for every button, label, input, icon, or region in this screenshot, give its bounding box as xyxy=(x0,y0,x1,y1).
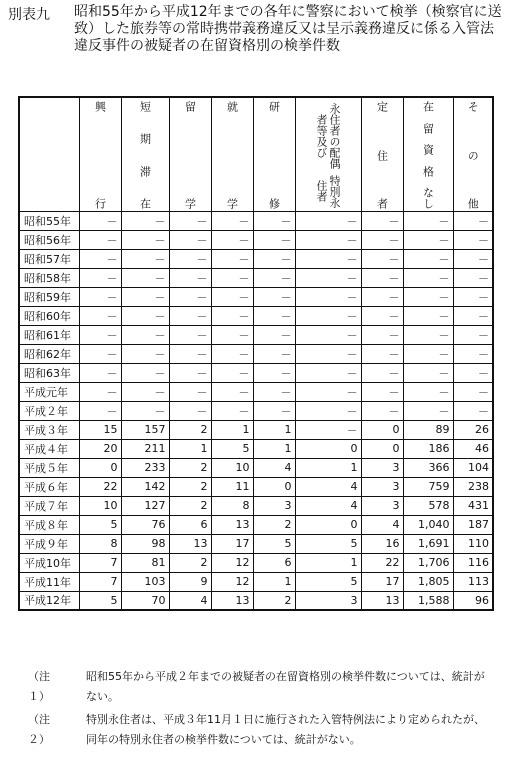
table-cell: 6 xyxy=(253,553,295,572)
table-cell: 13 xyxy=(361,591,403,610)
table-row xyxy=(19,287,493,306)
table-cell: － xyxy=(295,211,361,230)
table-row xyxy=(19,268,493,287)
table-cell: － xyxy=(121,363,169,382)
table-cell: － xyxy=(79,382,121,401)
table-cell: 5 xyxy=(295,534,361,553)
row-label: 昭和60年 xyxy=(19,306,79,325)
row-label: 平成２年 xyxy=(19,401,79,420)
table-row xyxy=(19,439,493,458)
row-label: 昭和62年 xyxy=(19,344,79,363)
table-row xyxy=(19,230,493,249)
table-cell: － xyxy=(169,325,211,344)
table-row xyxy=(19,306,493,325)
table-cell: － xyxy=(453,401,493,420)
table-cell: 10 xyxy=(79,496,121,515)
table-cell: － xyxy=(211,401,253,420)
table-row xyxy=(19,382,493,401)
table-cell: 104 xyxy=(453,458,493,477)
table-cell: － xyxy=(295,382,361,401)
table-row xyxy=(19,344,493,363)
table-row xyxy=(19,211,493,230)
table-cell: 1 xyxy=(211,420,253,439)
table-cell: － xyxy=(453,268,493,287)
table-cell: － xyxy=(79,230,121,249)
table-cell: － xyxy=(79,325,121,344)
table-cell: － xyxy=(169,249,211,268)
table-cell: － xyxy=(79,287,121,306)
column-header: 永住者の配偶者等及び 特別永住者 xyxy=(295,97,361,211)
table-cell: － xyxy=(361,268,403,287)
table-cell: － xyxy=(169,401,211,420)
row-label: 平成５年 xyxy=(19,458,79,477)
table-cell: 2 xyxy=(169,458,211,477)
table-cell: － xyxy=(79,249,121,268)
table-cell: 22 xyxy=(361,553,403,572)
table-cell: － xyxy=(169,211,211,230)
row-label: 昭和57年 xyxy=(19,249,79,268)
table-cell: － xyxy=(403,287,453,306)
table-cell: 233 xyxy=(121,458,169,477)
table-cell: 8 xyxy=(79,534,121,553)
table-cell: － xyxy=(295,420,361,439)
table-cell: 1,706 xyxy=(403,553,453,572)
table-cell: 26 xyxy=(453,420,493,439)
table-cell: － xyxy=(121,401,169,420)
table-cell: 98 xyxy=(121,534,169,553)
table-cell: 70 xyxy=(121,591,169,610)
table-cell: 4 xyxy=(361,515,403,534)
table-cell: 5 xyxy=(295,572,361,591)
table-cell: － xyxy=(211,325,253,344)
table-cell: 9 xyxy=(169,572,211,591)
table-cell: － xyxy=(295,401,361,420)
table-cell: 1,805 xyxy=(403,572,453,591)
table-cell: － xyxy=(169,287,211,306)
row-label: 平成３年 xyxy=(19,420,79,439)
table-cell: 1,588 xyxy=(403,591,453,610)
table-cell: 113 xyxy=(453,572,493,591)
table-cell: － xyxy=(169,268,211,287)
row-label: 平成元年 xyxy=(19,382,79,401)
row-label: 平成６年 xyxy=(19,477,79,496)
table-cell: 5 xyxy=(79,515,121,534)
table-cell: － xyxy=(211,306,253,325)
column-header: 短 期 滞 在 xyxy=(121,97,169,211)
table-cell: 89 xyxy=(403,420,453,439)
table-cell: － xyxy=(79,363,121,382)
corner-cell xyxy=(19,97,79,211)
note-label: （注１） xyxy=(28,670,50,703)
column-header: 興 行 xyxy=(79,97,121,211)
row-label: 昭和58年 xyxy=(19,268,79,287)
column-header: 定 住 者 xyxy=(361,97,403,211)
note-text: 特別永住者は、平成３年11月１日に施行された入管特例法により定められたが、同年の特別永住者の検挙件数については、統計がない。 xyxy=(86,713,485,746)
table-cell: － xyxy=(453,344,493,363)
table-cell: 13 xyxy=(211,515,253,534)
table-cell: 17 xyxy=(361,572,403,591)
table-cell: － xyxy=(361,344,403,363)
table-cell: 5 xyxy=(253,534,295,553)
table-cell: － xyxy=(253,363,295,382)
table-cell: 127 xyxy=(121,496,169,515)
table-cell: － xyxy=(453,306,493,325)
table-cell: － xyxy=(361,325,403,344)
table-cell: 4 xyxy=(253,458,295,477)
table-cell: 1 xyxy=(295,458,361,477)
table-cell: － xyxy=(361,230,403,249)
table-cell: － xyxy=(121,230,169,249)
table-cell: 211 xyxy=(121,439,169,458)
table-cell: － xyxy=(253,230,295,249)
table-cell: － xyxy=(453,230,493,249)
table-cell: 3 xyxy=(361,477,403,496)
table-row xyxy=(19,496,493,515)
table-cell: － xyxy=(169,363,211,382)
row-label: 平成11年 xyxy=(19,572,79,591)
table-cell: － xyxy=(453,287,493,306)
table-cell: － xyxy=(253,287,295,306)
table-row xyxy=(19,572,493,591)
column-header: 研 修 xyxy=(253,97,295,211)
table-cell: 0 xyxy=(79,458,121,477)
row-label: 昭和59年 xyxy=(19,287,79,306)
table-cell: 16 xyxy=(361,534,403,553)
table-cell: 13 xyxy=(169,534,211,553)
table-cell: － xyxy=(361,401,403,420)
table-row xyxy=(19,401,493,420)
table-cell: － xyxy=(295,306,361,325)
table-cell: － xyxy=(211,268,253,287)
table-cell: － xyxy=(453,325,493,344)
table-row xyxy=(19,534,493,553)
table-cell: 22 xyxy=(79,477,121,496)
document-title: 昭和55年から平成12年までの各年に警察において検挙（検察官に送致）した旅券等の常時携帯義務違反又は呈示義務違反に係る入管法違反事件の被疑者の在留資格別の検挙件数 xyxy=(74,4,502,54)
table-cell: 46 xyxy=(453,439,493,458)
table-cell: 4 xyxy=(295,496,361,515)
table-cell: － xyxy=(169,344,211,363)
row-label: 平成８年 xyxy=(19,515,79,534)
table-cell: － xyxy=(169,230,211,249)
table-cell: 96 xyxy=(453,591,493,610)
table-cell: 116 xyxy=(453,553,493,572)
table-cell: 1,691 xyxy=(403,534,453,553)
table-cell: － xyxy=(453,249,493,268)
table-cell: － xyxy=(295,268,361,287)
table-cell: － xyxy=(79,211,121,230)
table-cell: － xyxy=(253,382,295,401)
table-cell: 81 xyxy=(121,553,169,572)
note-text: 昭和55年から平成２年までの被疑者の在留資格別の検挙件数については、統計がない。 xyxy=(86,670,485,703)
table-cell: － xyxy=(361,363,403,382)
table-cell: － xyxy=(403,401,453,420)
table-cell: 12 xyxy=(211,553,253,572)
row-label: 平成４年 xyxy=(19,439,79,458)
table-cell: － xyxy=(295,230,361,249)
table-row xyxy=(19,591,493,610)
table-cell: － xyxy=(121,306,169,325)
table-cell: － xyxy=(253,325,295,344)
table-cell: 13 xyxy=(211,591,253,610)
table-row xyxy=(19,553,493,572)
table-cell: － xyxy=(361,211,403,230)
table-cell: － xyxy=(79,401,121,420)
data-table xyxy=(18,96,494,611)
table-cell: － xyxy=(295,287,361,306)
table-cell: － xyxy=(403,268,453,287)
note-label: （注２） xyxy=(28,713,50,746)
table-cell: － xyxy=(211,211,253,230)
table-cell: － xyxy=(361,382,403,401)
table-cell: － xyxy=(121,287,169,306)
table-cell: 3 xyxy=(253,496,295,515)
table-cell: － xyxy=(211,344,253,363)
table-cell: 11 xyxy=(211,477,253,496)
table-row xyxy=(19,325,493,344)
table-cell: 2 xyxy=(169,477,211,496)
table-cell: － xyxy=(361,249,403,268)
table-cell: － xyxy=(295,325,361,344)
table-cell: － xyxy=(403,230,453,249)
table-row xyxy=(19,249,493,268)
table-cell: 7 xyxy=(79,553,121,572)
table-cell: － xyxy=(169,306,211,325)
table-cell: 2 xyxy=(169,420,211,439)
table-cell: － xyxy=(121,268,169,287)
table-cell: 7 xyxy=(79,572,121,591)
table-cell: 186 xyxy=(403,439,453,458)
row-label: 平成12年 xyxy=(19,591,79,610)
row-label: 昭和55年 xyxy=(19,211,79,230)
table-cell: 110 xyxy=(453,534,493,553)
table-cell: － xyxy=(361,287,403,306)
table-cell: 3 xyxy=(361,458,403,477)
table-cell: － xyxy=(453,382,493,401)
table-cell: 10 xyxy=(211,458,253,477)
table-cell: 4 xyxy=(169,591,211,610)
table-cell: 0 xyxy=(361,420,403,439)
table-cell: 76 xyxy=(121,515,169,534)
row-label: 昭和56年 xyxy=(19,230,79,249)
row-label: 平成９年 xyxy=(19,534,79,553)
table-cell: － xyxy=(211,363,253,382)
table-cell: － xyxy=(253,211,295,230)
table-cell: － xyxy=(253,306,295,325)
table-cell: 0 xyxy=(361,439,403,458)
table-cell: 142 xyxy=(121,477,169,496)
table-cell: 3 xyxy=(361,496,403,515)
table-cell: － xyxy=(121,325,169,344)
table-cell: － xyxy=(253,268,295,287)
document-title-label: 別表九 xyxy=(8,7,50,23)
table-cell: 2 xyxy=(169,496,211,515)
table-cell: 2 xyxy=(169,553,211,572)
table-cell: － xyxy=(403,211,453,230)
table-cell: － xyxy=(403,382,453,401)
column-header: 留 学 xyxy=(169,97,211,211)
table-cell: － xyxy=(403,249,453,268)
table-cell: － xyxy=(403,306,453,325)
table-cell: 0 xyxy=(295,439,361,458)
table-cell: 1 xyxy=(253,420,295,439)
table-cell: － xyxy=(121,249,169,268)
table-cell: 0 xyxy=(295,515,361,534)
table-cell: 8 xyxy=(211,496,253,515)
table-cell: 3 xyxy=(295,591,361,610)
table-cell: 2 xyxy=(253,515,295,534)
table-cell: － xyxy=(403,325,453,344)
table-body xyxy=(19,211,493,610)
table-row xyxy=(19,420,493,439)
column-header: 就 学 xyxy=(211,97,253,211)
table-cell: － xyxy=(211,382,253,401)
table-cell: － xyxy=(361,306,403,325)
table-cell: － xyxy=(253,401,295,420)
column-header: そ の 他 xyxy=(453,97,493,211)
table-cell: 12 xyxy=(211,572,253,591)
row-label: 昭和61年 xyxy=(19,325,79,344)
table-cell: 103 xyxy=(121,572,169,591)
table-cell: － xyxy=(169,382,211,401)
row-label: 平成10年 xyxy=(19,553,79,572)
table-row xyxy=(19,363,493,382)
table-cell: － xyxy=(295,344,361,363)
row-label: 平成７年 xyxy=(19,496,79,515)
table-cell: 4 xyxy=(295,477,361,496)
table-cell: 17 xyxy=(211,534,253,553)
table-cell: 238 xyxy=(453,477,493,496)
header-row xyxy=(19,97,493,211)
table-cell: 578 xyxy=(403,496,453,515)
table-cell: － xyxy=(453,363,493,382)
column-header: 在 留 資 格 なし xyxy=(403,97,453,211)
table-cell: 1 xyxy=(295,553,361,572)
table-cell: 0 xyxy=(253,477,295,496)
table-cell: － xyxy=(121,211,169,230)
table-cell: 157 xyxy=(121,420,169,439)
table-cell: 5 xyxy=(79,591,121,610)
table-cell: 15 xyxy=(79,420,121,439)
table-row xyxy=(19,458,493,477)
table-cell: － xyxy=(295,363,361,382)
table-cell: 187 xyxy=(453,515,493,534)
table-cell: － xyxy=(211,230,253,249)
table-cell: 2 xyxy=(253,591,295,610)
table-cell: － xyxy=(403,344,453,363)
table-cell: 5 xyxy=(211,439,253,458)
table-cell: 759 xyxy=(403,477,453,496)
table-cell: － xyxy=(79,306,121,325)
table-cell: － xyxy=(79,344,121,363)
table-cell: 1 xyxy=(169,439,211,458)
row-label: 昭和63年 xyxy=(19,363,79,382)
table-cell: － xyxy=(453,211,493,230)
table-cell: 366 xyxy=(403,458,453,477)
table-row xyxy=(19,515,493,534)
table-cell: － xyxy=(79,268,121,287)
table-cell: － xyxy=(121,344,169,363)
table-cell: 20 xyxy=(79,439,121,458)
table-cell: － xyxy=(121,382,169,401)
table-cell: 1 xyxy=(253,439,295,458)
table-cell: － xyxy=(253,344,295,363)
table-cell: － xyxy=(295,249,361,268)
table-cell: － xyxy=(403,363,453,382)
table-cell: 1,040 xyxy=(403,515,453,534)
table-cell: － xyxy=(211,287,253,306)
table-row xyxy=(19,477,493,496)
table-cell: 431 xyxy=(453,496,493,515)
table-cell: 1 xyxy=(253,572,295,591)
table-cell: － xyxy=(253,249,295,268)
table-cell: － xyxy=(211,249,253,268)
table-cell: 6 xyxy=(169,515,211,534)
